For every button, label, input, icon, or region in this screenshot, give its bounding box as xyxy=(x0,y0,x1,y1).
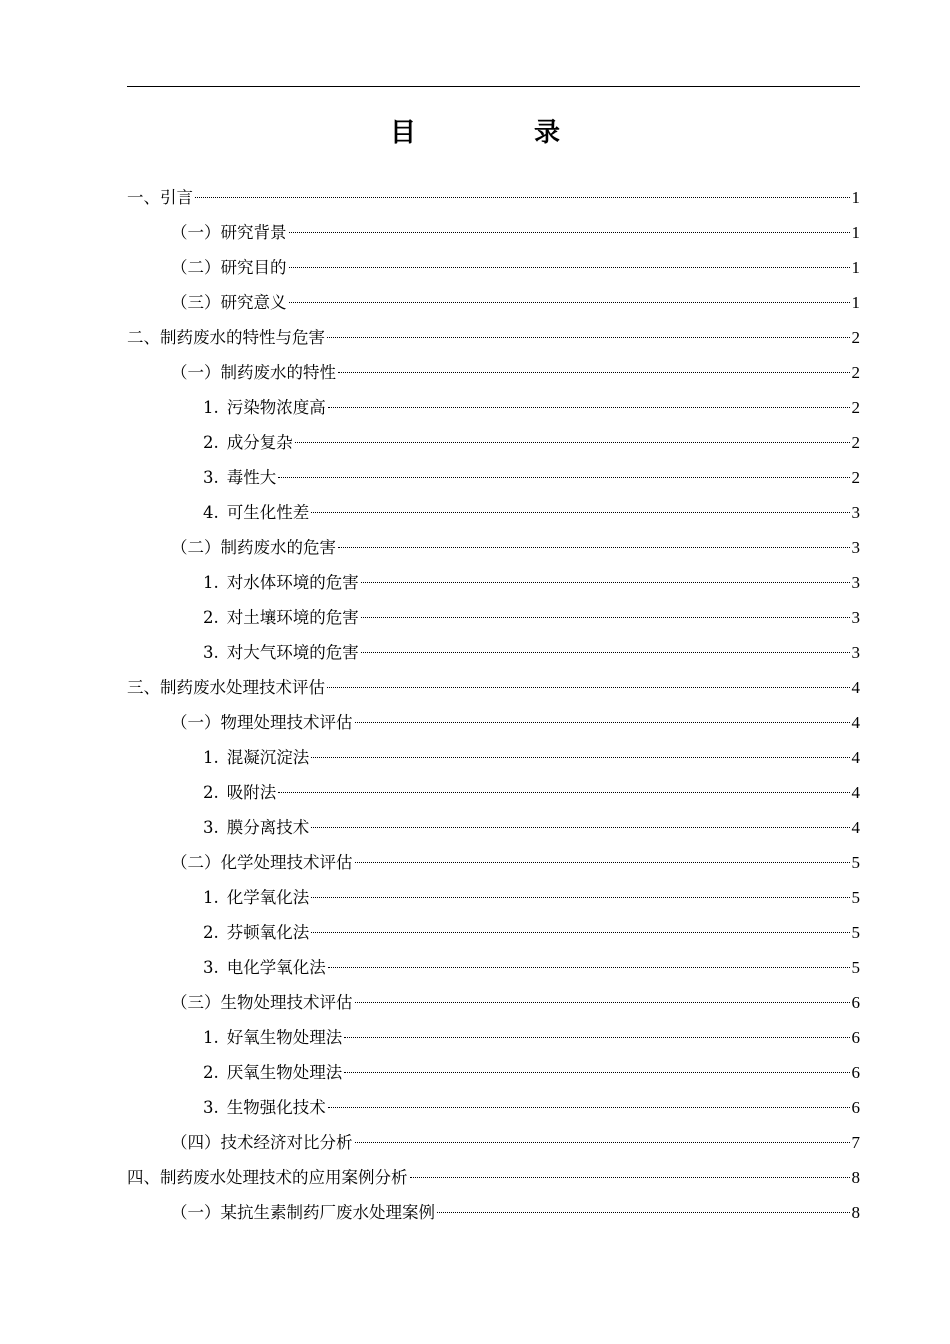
toc-page-number: 4 xyxy=(851,748,860,767)
toc-page-number: 6 xyxy=(851,1063,860,1082)
toc-page-number: 8 xyxy=(851,1203,860,1222)
toc-dot-leader xyxy=(327,337,850,338)
toc-entry-number: 1. xyxy=(203,573,219,592)
toc-entry-label: 好氧生物处理法 xyxy=(226,1028,343,1047)
toc-entry-label: （三）研究意义 xyxy=(171,293,287,312)
toc-entry-number: 3. xyxy=(203,643,219,662)
toc-dot-leader xyxy=(361,617,850,618)
toc-entry[interactable] xyxy=(127,740,860,775)
toc-entry-label: 厌氧生物处理法 xyxy=(226,1063,343,1082)
toc-page-number: 1 xyxy=(851,188,860,207)
toc-dot-leader xyxy=(311,757,849,758)
toc-entry-label: （二）化学处理技术评估 xyxy=(171,853,353,872)
toc-entry[interactable] xyxy=(127,915,860,950)
toc-entry[interactable] xyxy=(127,985,860,1020)
toc-page-number: 2 xyxy=(851,468,860,487)
toc-dot-leader xyxy=(311,827,849,828)
toc-entry[interactable] xyxy=(127,1195,860,1230)
toc-entry-label: （四）技术经济对比分析 xyxy=(171,1133,353,1152)
toc-entry[interactable] xyxy=(127,950,860,985)
toc-entry[interactable] xyxy=(127,845,860,880)
toc-page-number: 3 xyxy=(851,608,860,627)
toc-entry[interactable] xyxy=(127,1020,860,1055)
toc-dot-leader xyxy=(289,302,850,303)
toc-entry-label: 混凝沉淀法 xyxy=(226,748,310,767)
toc-entry-label: （一）某抗生素制药厂废水处理案例 xyxy=(171,1203,435,1222)
toc-dot-leader xyxy=(195,197,850,198)
toc-entry[interactable] xyxy=(127,320,860,355)
toc-page-number: 7 xyxy=(851,1133,860,1152)
toc-entry[interactable] xyxy=(127,530,860,565)
toc-entry[interactable] xyxy=(127,215,860,250)
toc-page-number: 3 xyxy=(851,573,860,592)
toc-entry-number: 1. xyxy=(203,1028,219,1047)
toc-page-number: 5 xyxy=(851,853,860,872)
toc-page-number: 2 xyxy=(851,363,860,382)
toc-entry-label: 芬顿氧化法 xyxy=(226,923,310,942)
toc-entry-label: （一）物理处理技术评估 xyxy=(171,713,353,732)
toc-dot-leader xyxy=(355,862,850,863)
toc-page-number: 2 xyxy=(851,433,860,452)
toc-entry-label: 电化学氧化法 xyxy=(226,958,326,977)
page-title: 目 录 xyxy=(389,118,606,148)
toc-page-number: 4 xyxy=(851,783,860,802)
toc-dot-leader xyxy=(338,372,850,373)
toc-page-number: 1 xyxy=(851,223,860,242)
table-of-contents xyxy=(127,180,860,1230)
toc-dot-leader xyxy=(361,652,850,653)
header-rule xyxy=(127,86,860,87)
toc-entry[interactable] xyxy=(127,635,860,670)
toc-entry[interactable] xyxy=(127,180,860,215)
toc-page-number: 4 xyxy=(851,678,860,697)
toc-entry-label: 对大气环境的危害 xyxy=(226,643,359,662)
toc-entry-label: 可生化性差 xyxy=(226,503,310,522)
toc-entry-label: 一、引言 xyxy=(127,188,193,207)
toc-page-number: 4 xyxy=(851,713,860,732)
toc-entry[interactable] xyxy=(127,1160,860,1195)
toc-entry-label: 四、制药废水处理技术的应用案例分析 xyxy=(127,1168,408,1187)
toc-page-number: 4 xyxy=(851,818,860,837)
toc-entry[interactable] xyxy=(127,1125,860,1160)
toc-entry-number: 2. xyxy=(203,1063,219,1082)
toc-entry-label: 生物强化技术 xyxy=(226,1098,326,1117)
toc-entry[interactable] xyxy=(127,285,860,320)
toc-entry-label: 成分复杂 xyxy=(226,433,293,452)
toc-dot-leader xyxy=(328,1107,850,1108)
toc-entry[interactable] xyxy=(127,390,860,425)
toc-entry[interactable] xyxy=(127,705,860,740)
toc-dot-leader xyxy=(355,722,850,723)
toc-entry-label: 对土壤环境的危害 xyxy=(226,608,359,627)
toc-dot-leader xyxy=(295,442,850,443)
toc-entry[interactable] xyxy=(127,425,860,460)
toc-dot-leader xyxy=(361,582,850,583)
toc-page-number: 5 xyxy=(851,923,860,942)
toc-page-number: 2 xyxy=(851,328,860,347)
toc-dot-leader xyxy=(338,547,850,548)
toc-dot-leader xyxy=(311,932,849,933)
toc-entry-label: （二）研究目的 xyxy=(171,258,287,277)
toc-page-number: 6 xyxy=(851,993,860,1012)
toc-entry[interactable] xyxy=(127,810,860,845)
toc-entry[interactable] xyxy=(127,670,860,705)
toc-page-number: 6 xyxy=(851,1098,860,1117)
toc-dot-leader xyxy=(328,967,850,968)
toc-entry-number: 1. xyxy=(203,748,219,767)
toc-dot-leader xyxy=(344,1072,849,1073)
toc-entry-number: 3. xyxy=(203,818,219,837)
toc-entry-label: 膜分离技术 xyxy=(226,818,310,837)
toc-entry-label: 化学氧化法 xyxy=(226,888,310,907)
toc-entry[interactable] xyxy=(127,775,860,810)
toc-dot-leader xyxy=(344,1037,849,1038)
toc-entry[interactable] xyxy=(127,355,860,390)
toc-page-number: 3 xyxy=(851,538,860,557)
toc-dot-leader xyxy=(278,477,849,478)
toc-dot-leader xyxy=(311,512,849,513)
toc-dot-leader xyxy=(311,897,849,898)
toc-entry-label: （二）制药废水的危害 xyxy=(171,538,336,557)
toc-dot-leader xyxy=(355,1142,850,1143)
toc-entry-number: 3. xyxy=(203,1098,219,1117)
toc-entry-number: 2. xyxy=(203,923,219,942)
toc-entry[interactable] xyxy=(127,1055,860,1090)
toc-entry-number: 4. xyxy=(203,503,219,522)
toc-entry-label: 二、制药废水的特性与危害 xyxy=(127,328,325,347)
toc-page-number: 3 xyxy=(851,643,860,662)
toc-entry-label: 污染物浓度高 xyxy=(226,398,326,417)
toc-entry-number: 2. xyxy=(203,433,219,452)
toc-entry-number: 1. xyxy=(203,398,219,417)
toc-entry-label: （三）生物处理技术评估 xyxy=(171,993,353,1012)
toc-entry[interactable] xyxy=(127,460,860,495)
toc-dot-leader xyxy=(410,1177,850,1178)
toc-entry[interactable] xyxy=(127,880,860,915)
toc-dot-leader xyxy=(289,267,850,268)
toc-page-number: 6 xyxy=(851,1028,860,1047)
toc-entry-number: 2. xyxy=(203,783,219,802)
toc-page-number: 3 xyxy=(851,503,860,522)
toc-entry-label: 三、制药废水处理技术评估 xyxy=(127,678,325,697)
toc-entry-number: 2. xyxy=(203,608,219,627)
toc-dot-leader xyxy=(289,232,850,233)
toc-entry[interactable] xyxy=(127,1090,860,1125)
toc-entry-number: 3. xyxy=(203,468,219,487)
toc-dot-leader xyxy=(437,1212,850,1213)
toc-page-number: 5 xyxy=(851,958,860,977)
toc-page-number: 2 xyxy=(851,398,860,417)
toc-entry-label: （一）制药废水的特性 xyxy=(171,363,336,382)
toc-entry-label: （一）研究背景 xyxy=(171,223,287,242)
toc-page-number: 1 xyxy=(851,258,860,277)
toc-dot-leader xyxy=(278,792,849,793)
toc-dot-leader xyxy=(355,1002,850,1003)
toc-entry-label: 毒性大 xyxy=(226,468,277,487)
toc-entry-label: 吸附法 xyxy=(226,783,277,802)
toc-entry-label: 对水体环境的危害 xyxy=(226,573,359,592)
toc-entry[interactable] xyxy=(127,600,860,635)
toc-entry[interactable] xyxy=(127,495,860,530)
toc-entry[interactable] xyxy=(127,250,860,285)
toc-page-number: 5 xyxy=(851,888,860,907)
toc-entry-number: 1. xyxy=(203,888,219,907)
toc-dot-leader xyxy=(327,687,850,688)
toc-dot-leader xyxy=(328,407,850,408)
toc-page-number: 8 xyxy=(851,1168,860,1187)
toc-page-number: 1 xyxy=(851,293,860,312)
toc-entry-number: 3. xyxy=(203,958,219,977)
toc-entry[interactable] xyxy=(127,565,860,600)
